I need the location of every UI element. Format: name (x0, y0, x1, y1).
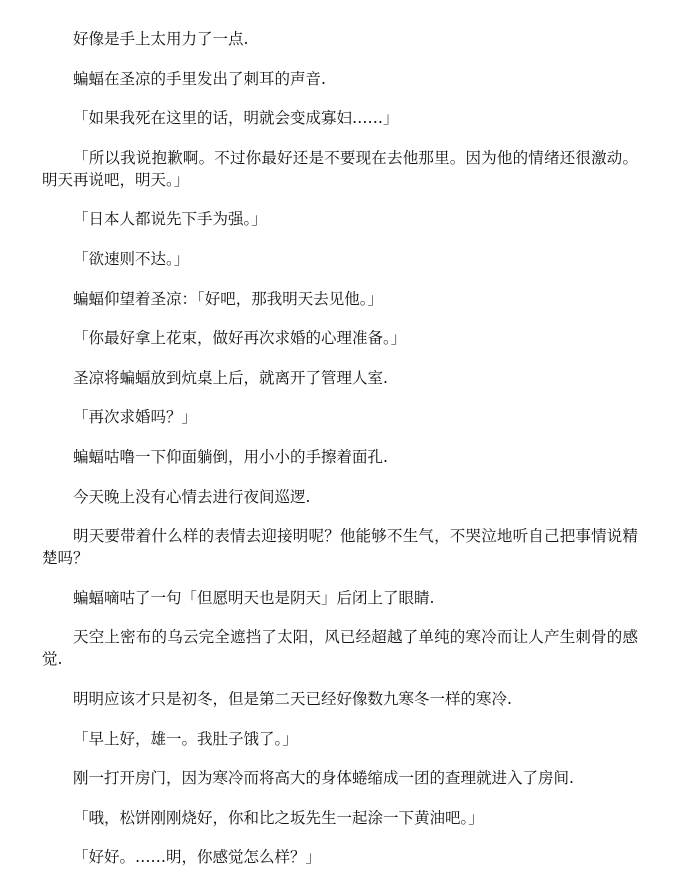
paragraph: 明明应该才只是初冬，但是第二天已经好像数九寒冬一样的寒冷. (73, 689, 512, 708)
paragraph: 天空上密布的乌云完全遮挡了太阳，风已经超越了单纯的寒冷而让人产生刺骨的感觉. (42, 628, 638, 669)
paragraph: 「你最好拿上花束，做好再次求婚的心理准备。」 (73, 329, 407, 348)
paragraph: 明天要带着什么样的表情去迎接明呢？他能够不生气，不哭泣地听自己把事情说精楚吗？ (42, 527, 638, 568)
paragraph: 「如果我死在这里的话，明就会变成寡妇……」 (73, 109, 399, 128)
paragraph: 「日本人都说先下手为强。」 (73, 210, 267, 229)
paragraph: 「好好。……明，你感觉怎么样？」 (73, 848, 322, 867)
paragraph: 「再次求婚吗？」 (73, 408, 198, 427)
paragraph: 今天晚上没有心情去进行夜间巡逻. (73, 487, 311, 506)
paragraph: 「哦，松饼刚刚烧好，你和比之坂先生一起涂一下黄油吧。」 (73, 808, 484, 827)
document-page (42, 28, 638, 886)
paragraph: 「早上好，雄一。我肚子饿了。」 (73, 729, 298, 748)
paragraph: 好像是手上太用力了一点. (73, 30, 249, 48)
paragraph: 蝙蝠仰望着圣凉：「好吧，那我明天去见他。」 (73, 289, 384, 308)
paragraph: 「所以我说抱歉啊。不过你最好还是不要现在去他那里。因为他的情绪还很激动。明天再说吧，明天。」 (42, 148, 638, 189)
paragraph: 蝙蝠嘀咕了一句「但愿明天也是阴天」后闭上了眼睛. (73, 588, 435, 607)
paragraph: 刚一打开房门，因为寒冷而将高大的身体蜷缩成一团的查理就进入了房间. (73, 769, 574, 788)
paragraph: 蝙蝠咕噜一下仰面躺倒，用小小的手擦着面孔. (73, 447, 388, 466)
paragraph: 「欲速则不达。」 (73, 249, 190, 268)
paragraph: 蝙蝠在圣凉的手里发出了刺耳的声音. (73, 69, 326, 88)
paragraph: 圣凉将蝙蝠放到炕桌上后，就离开了管理人室. (73, 368, 388, 387)
